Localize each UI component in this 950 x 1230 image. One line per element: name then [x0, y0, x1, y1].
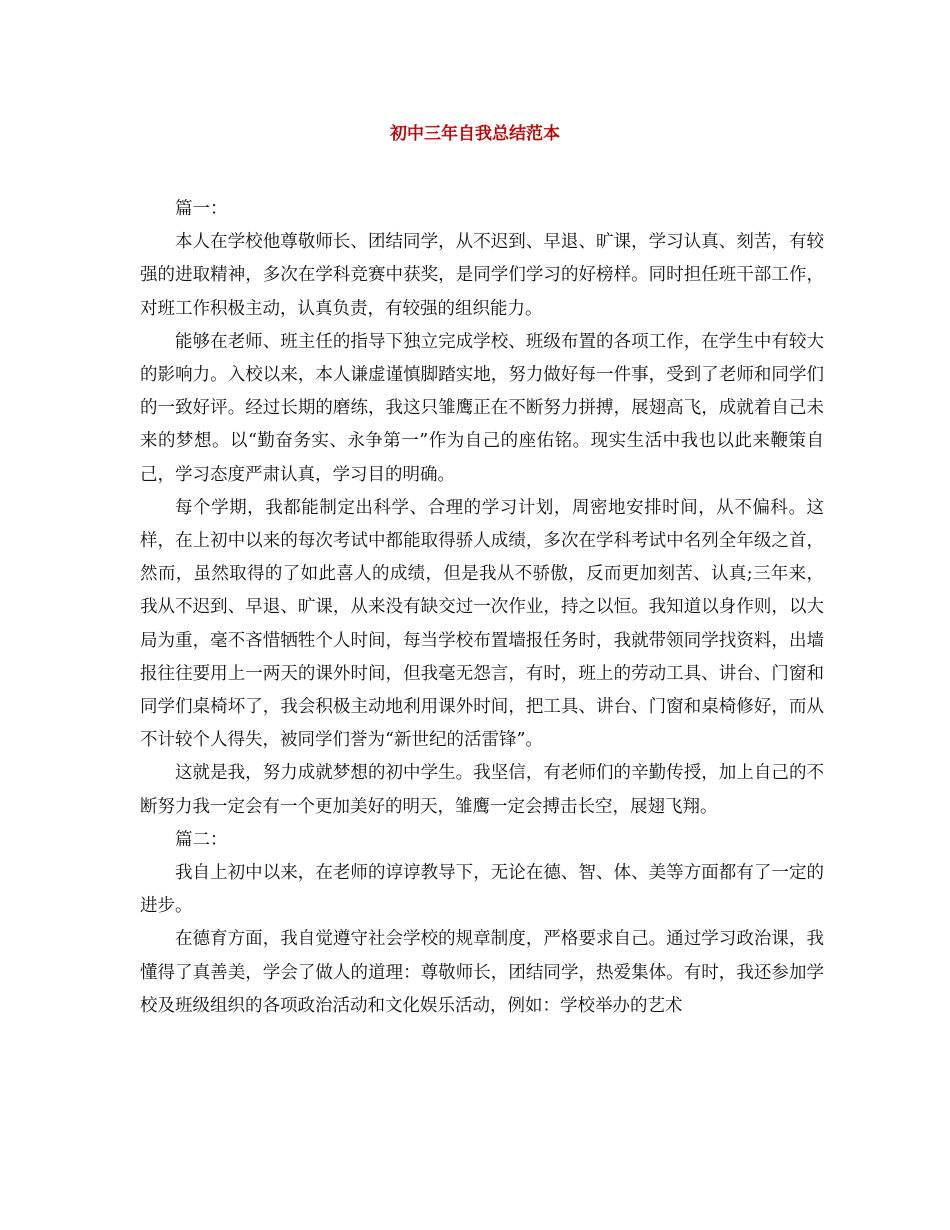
- paragraph: 我自上初中以来，在老师的谆谆教导下，无论在德、智、体、美等方面都有了一定的进步。: [140, 863, 824, 917]
- paragraph: 这就是我，努力成就梦想的初中学生。我坚信，有老师们的辛勤传授，加上自己的不断努力我一定会有一个更加美好的明天，雏鹰一定会搏击长空，展翅飞翔。: [140, 763, 824, 817]
- document-body: [140, 193, 824, 1023]
- document-title: 初中三年自我总结范本: [390, 124, 560, 144]
- paragraph: 能够在老师、班主任的指导下独立完成学校、班级布置的各项工作，在学生中有较大的影响力。入校以来，本人谦虚谨慎脚踏实地，努力做好每一件事，受到了老师和同学们的一致好评。经过长期的磨练，我这只雏鹰正在不断努力拼搏，展翅高飞，成就着自己未来的梦想。以“勤奋务实、永争第一”作为自己的座佑铭。现实生活中我也以此来鞭策自己，学习态度严肃认真，学习目的明确。: [140, 331, 824, 485]
- section-heading-1: 篇一：: [175, 199, 228, 219]
- paragraph: 本人在学校他尊敬师长、团结同学，从不迟到、早退、旷课，学习认真、刻苦，有较强的进取精神，多次在学科竞赛中获奖，是同学们学习的好榜样。同时担任班干部工作，对班工作积极主动，认真负责，有较强的组织能力。: [140, 232, 824, 319]
- paragraph: 每个学期，我都能制定出科学、合理的学习计划，周密地安排时间，从不偏科。这样，在上初中以来的每次考试中都能取得骄人成绩，多次在学科考试中名列全年级之首，然而，虽然取得的了如此喜人的成绩，但是我从不骄傲，反而更加刻苦、认真;三年来，我从不迟到、早退、旷课，从来没有缺交过一次作业，持之以恒。我知道以身作则，以大局为重，毫不吝惜牺牲个人时间，每当学校布置墙报任务时，我就带领同学找资料，出墙报往往要用上一两天的课外时间，但我毫无怨言，有时，班上的劳动工具、讲台、门窗和同学们桌椅坏了，我会积极主动地利用课外时间，把工具、讲台、门窗和桌椅修好，而从不计较个人得失，被同学们誉为“新世纪的活雷锋”。: [140, 497, 824, 751]
- paragraph: 在德育方面，我自觉遵守社会学校的规章制度，严格要求自己。通过学习政治课，我懂得了真善美，学会了做人的道理：尊敬师长，团结同学，热爱集体。有时，我还参加学校及班级组织的各项政治活动和文化娱乐活动，例如：学校举办的艺术: [140, 929, 824, 1016]
- section-heading-2: 篇二：: [175, 829, 228, 850]
